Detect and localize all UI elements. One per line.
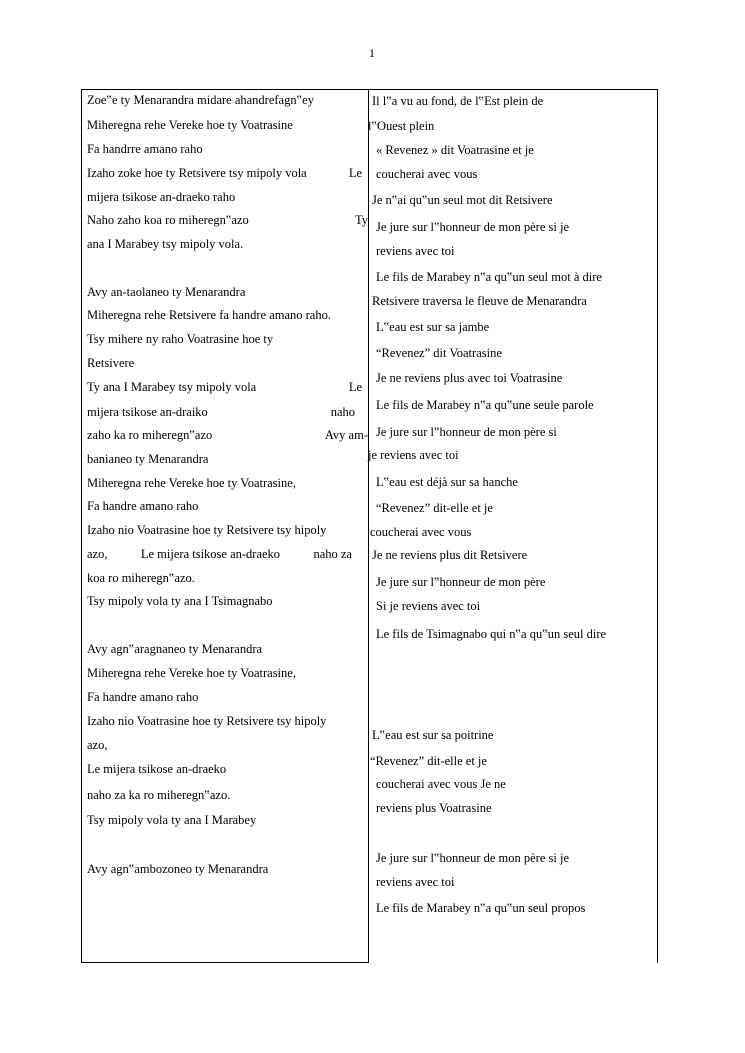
left-line-part: Le <box>348 166 362 180</box>
left-line-part: naho za <box>313 547 352 561</box>
right-line: je reviens avec toi <box>368 448 459 462</box>
page-number: 1 <box>369 46 375 60</box>
left-line-part: Izaho zoke hoe ty Retsivere tsy mipoly vola <box>87 166 307 180</box>
right-line: Je ne reviens plus dit Retsivere <box>372 548 528 562</box>
right-line: Il l‟a vu au fond, de l‟Est plein de <box>372 94 544 108</box>
left-line: Izaho nio Voatrasine hoe ty Retsivere tsy hipoly <box>87 714 327 728</box>
left-line: Retsivere <box>87 356 135 370</box>
left-line: Tsy mihere ny raho Voatrasine hoe ty <box>87 332 274 346</box>
left-line: Fa handrre amano raho <box>87 142 203 156</box>
left-line-part: Ty <box>354 213 368 227</box>
right-line: “Revenez” dit-elle et je <box>370 754 487 768</box>
right-column-right-border <box>657 89 658 963</box>
right-line: reviens avec toi <box>376 875 455 889</box>
left-line-part: azo, <box>87 547 108 561</box>
left-line-part: Naho zaho koa ro miheregn‟azo <box>87 213 249 227</box>
left-line: Miheregna rehe Vereke hoe ty Voatrasine <box>87 118 293 132</box>
left-line: Fa handre amano raho <box>87 690 199 704</box>
left-line: koa ro miheregn‟azo. <box>87 571 195 585</box>
left-line: Miheregna rehe Retsivere fa handre amano raho. <box>87 308 331 322</box>
left-line: Tsy mipoly vola ty ana I Tsimagnabo <box>87 594 273 608</box>
right-line: Je jure sur l‟honneur de mon père si je <box>376 851 569 865</box>
left-line-part: Le <box>348 380 362 394</box>
left-line: Avy an-taolaneo ty Menarandra <box>87 285 246 299</box>
right-line: reviens plus Voatrasine <box>376 801 492 815</box>
left-line-part: mijera tsikose an-draiko <box>87 405 208 419</box>
left-line: Avy agn‟ambozoneo ty Menarandra <box>87 862 269 876</box>
left-line-part: Ty ana I Marabey tsy mipoly vola <box>87 380 257 394</box>
right-line: Le fils de Marabey n‟a qu‟un seul mot à dire <box>376 270 602 284</box>
right-line: l‟Ouest plein <box>368 119 435 133</box>
right-line: coucherai avec vous <box>370 525 472 539</box>
right-line: Je jure sur l‟honneur de mon père si <box>376 425 557 439</box>
left-line: azo, <box>87 738 108 752</box>
right-line: L‟eau est déjà sur sa hanche <box>376 475 518 489</box>
left-line: Zoe‟e ty Menarandra midare ahandrefagn‟ey <box>87 93 314 107</box>
left-line <box>87 547 352 562</box>
left-line: Le mijera tsikose an-draeko <box>87 762 227 776</box>
right-line: Je jure sur l‟honneur de mon père <box>376 575 546 589</box>
right-line: Le fils de Tsimagnabo qui n‟a qu‟un seul dire <box>376 627 607 641</box>
left-line: Miheregna rehe Vereke hoe ty Voatrasine, <box>87 666 296 680</box>
right-line: Le fils de Marabey n‟a qu‟une seule parole <box>376 398 594 412</box>
right-line: “Revenez” dit-elle et je <box>376 501 493 515</box>
left-line: Tsy mipoly vola ty ana I Marabey <box>87 813 257 827</box>
left-line <box>87 213 368 228</box>
left-line-part: Le mijera tsikose an-draeko <box>140 547 281 561</box>
right-line: Si je reviens avec toi <box>376 599 481 613</box>
left-line-part: naho <box>330 405 355 419</box>
right-line: Je jure sur l‟honneur de mon père si je <box>376 220 569 234</box>
left-line: Izaho nio Voatrasine hoe ty Retsivere tsy hipoly <box>87 523 327 537</box>
right-line: Le fils de Marabey n‟a qu‟un seul propos <box>376 901 586 915</box>
right-line: Je ne reviens plus avec toi Voatrasine <box>376 371 563 385</box>
left-line <box>87 428 368 443</box>
right-line: Je n‟ai qu‟un seul mot dit Retsivere <box>372 193 553 207</box>
right-line: L‟eau est sur sa jambe <box>376 320 490 334</box>
left-line <box>87 380 362 395</box>
right-line: reviens avec toi <box>376 244 455 258</box>
right-line: coucherai avec vous <box>376 167 478 181</box>
left-line: banianeo ty Menarandra <box>87 452 209 466</box>
left-line: Miheregna rehe Vereke hoe ty Voatrasine, <box>87 476 296 490</box>
left-line: Fa handre amano raho <box>87 499 199 513</box>
right-line: « Revenez » dit Voatrasine et je <box>376 143 534 157</box>
right-line: “Revenez” dit Voatrasine <box>376 346 502 360</box>
left-line: ana I Marabey tsy mipoly vola. <box>87 237 244 251</box>
left-line <box>87 166 362 181</box>
right-line: Retsivere traversa le fleuve de Menarandra <box>372 294 587 308</box>
left-line: naho za ka ro miheregn‟azo. <box>87 788 231 802</box>
left-line: Avy agn‟aragnaneo ty Menarandra <box>87 642 263 656</box>
left-line: mijera tsikose an-draeko raho <box>87 190 236 204</box>
left-line-part: zaho ka ro miheregn‟azo <box>87 428 213 442</box>
right-column-top-border <box>369 89 658 90</box>
left-line <box>87 405 355 420</box>
right-line: L‟eau est sur sa poitrine <box>372 728 494 742</box>
right-line: coucherai avec vous Je ne <box>376 777 506 791</box>
left-line-part: Avy am- <box>324 428 368 442</box>
